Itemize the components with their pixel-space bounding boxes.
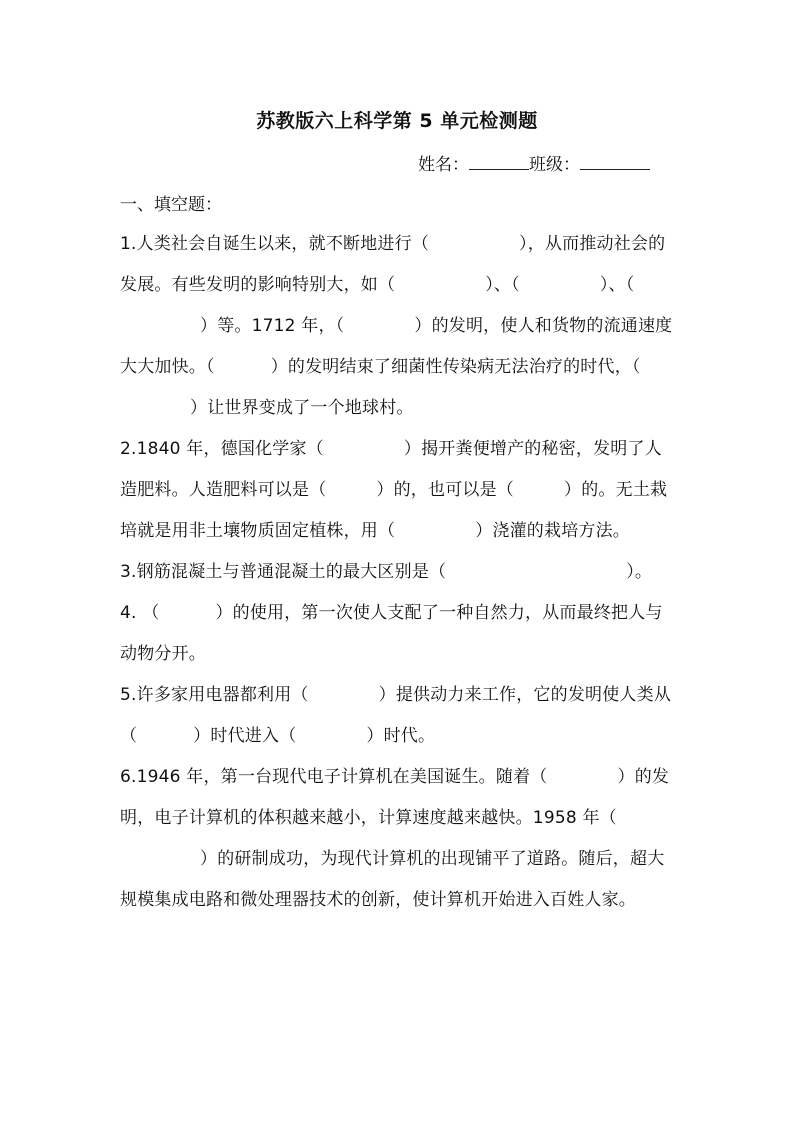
question-2: 2.1840 年，德国化学家（ ）揭开粪便增产的秘密，发明了人造肥料。人造肥料可以是（ ）的，也可以是（ ）的。无土栽培就是用非土壤物质固定植株，用（ ）浇灌的栽培方法。 (120, 439, 668, 541)
name-label: 姓名： (418, 155, 469, 175)
question-1: 1.人类社会自诞生以来，就不断地进行（ ），从而推动社会的发展。有些发明的影响特别大，如（ ）、（ ）、（）等。1712 年，（ ）的发明，使人和货物的流通速度大大加快。（ ）的发明结束了细菌性传染病无法治疗的时代，（）让世界变成了一个地球村。 (120, 234, 673, 418)
question-5: 5.许多家用电器都利用（ ）提供动力来工作，它的发明使人类从（ ）时代进入（ ）时代。 (120, 685, 672, 746)
question-list (120, 224, 676, 921)
page-title: 苏教版六上科学第 5 单元检测题 (256, 110, 538, 132)
question-3: 3.钢筋混凝土与普通混凝土的最大区别是（ ）。 (120, 562, 653, 582)
class-label: 班级： (529, 155, 580, 175)
question-6: 6.1946 年，第一台现代电子计算机在美国诞生。随着（ ）的发明，电子计算机的体积越来越小，计算速度越来越快。1958 年（）的研制成功，为现代计算机的出现铺平了道路。随后，超大规模集成电路和微处理器技术的创新，使计算机开始进入百姓人家。 (120, 767, 670, 910)
name-blank[interactable] (469, 152, 529, 170)
class-blank[interactable] (580, 152, 650, 170)
section-title: 一、填空题： (120, 195, 222, 215)
question-4: 4. （ ）的使用，第一次使人支配了一种自然力，从而最终把人与动物分开。 (120, 603, 663, 664)
student-info (418, 150, 650, 175)
